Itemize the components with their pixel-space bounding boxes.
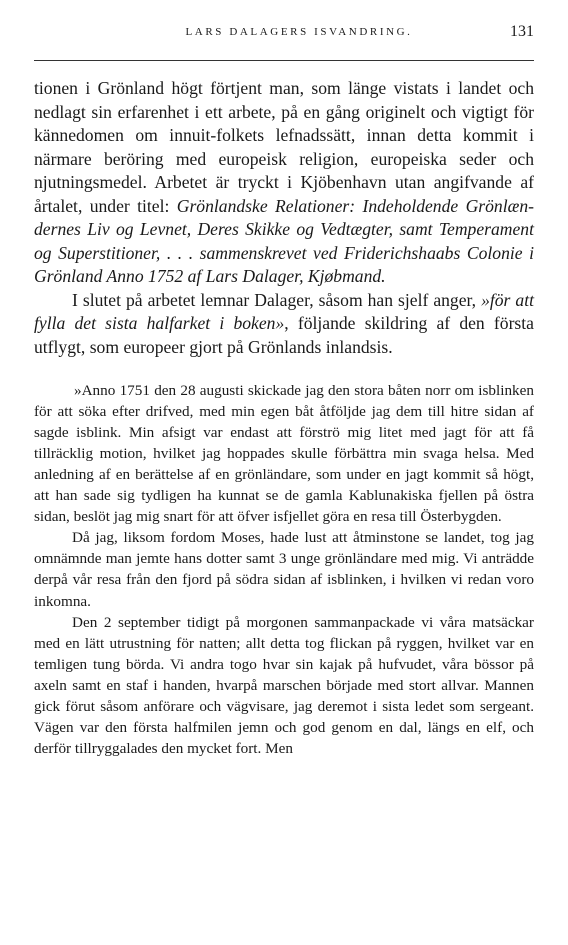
paragraph-2-text-b: , följande skildring af den första utflygt, som europeer gjort på Grönlands inlandsis. bbox=[34, 313, 534, 358]
quote-paragraph-3: Den 2 september tidigt på morgonen sammanpackade vi våra matsäckar med en lätt utrustning för natten; allt detta tog flickan på ryggen, hvilket var en temligen tung börda. Vi andra togo hvar sin kajak på hufvudet, våra bössor på axeln samt en staf i handen, hvarpå marschen började med stort allvar. Mannen gick förut såsom anförare och vägvisare, jag deremot i sista ledet som sergeant. Vägen var den första halfmilen jemn och god genom en dal, längs en elf, och derför tillryggalades den mycket fort. Men bbox=[34, 613, 534, 758]
quoted-phrase-italic: »för att fylla det sista halfarket i boken» bbox=[34, 289, 534, 334]
quote-paragraph-2: Då jag, liksom fordom Moses, hade lust att åtminstone se landet, tog jag omnämnde man jemte hans dotter samt 3 unge grönländare med mig. Vi anträdde derpå vår resa från den fjord på södra sidan af isblinken, i hvilken vi redan voro inkomna. bbox=[34, 529, 534, 610]
paragraph-1-text: tionen i Grönland högt förtjent man, som länge vistats i landet och nedlagt sin erfarenhet i ett arbete, på en gång originelt och vigtigt för kännedomen om innuit-folkets lefnadssätt, innan detta kommit i närmare beröring med europeisk religion, europeiska seder och njutningsmedel. Arbetet är tryckt i Kjöbenhavn utan angifvande af årtalet, under titel: bbox=[34, 78, 534, 216]
page-number: 131 bbox=[510, 23, 534, 40]
book-page bbox=[34, 18, 534, 759]
book-title-italic: Grönlandske Relationer: Indeholdende Grönlændernes Liv og Levnet, Deres Skikke og Vedtægter, samt Temperament og Superstitioner, . . . sammenskrevet ved Friderichshaabs Colonie i Grönland Anno 1752 af Lars Dalager, Kjøbmand. bbox=[34, 195, 534, 287]
paragraph-2-text-a: I slutet på arbetet lemnar Dalager, såsom han sjelf anger, bbox=[72, 289, 482, 310]
running-title: LARS DALAGERS ISVANDRING. bbox=[185, 26, 413, 38]
quote-paragraph-1: »Anno 1751 den 28 augusti skickade jag den stora båten norr om isblinken för att söka efter drifved, med min egen båt åtföljde jag dem till hitre sidan af sagde isblink. Min afsigt var endast att förströ mig litet med jagt för att få tillräcklig motion, hvilket jag hoppades skulle förbättra min svaga helsa. Med anledning af en berättelse af en grönländare, som under en jagt kommit så högt, att han sade sig tydligen ha kunnat se de gamla Kablunakiska fjellen på östra sidan, beslöt jag mig snart för att öfver isfjellet göra en resa till Österbygden. bbox=[34, 381, 534, 526]
paragraph-1 bbox=[34, 77, 534, 289]
paragraph-2 bbox=[34, 289, 534, 360]
header-rule bbox=[34, 60, 534, 61]
main-text bbox=[34, 77, 534, 360]
quoted-account bbox=[34, 380, 534, 760]
running-header bbox=[34, 18, 534, 46]
